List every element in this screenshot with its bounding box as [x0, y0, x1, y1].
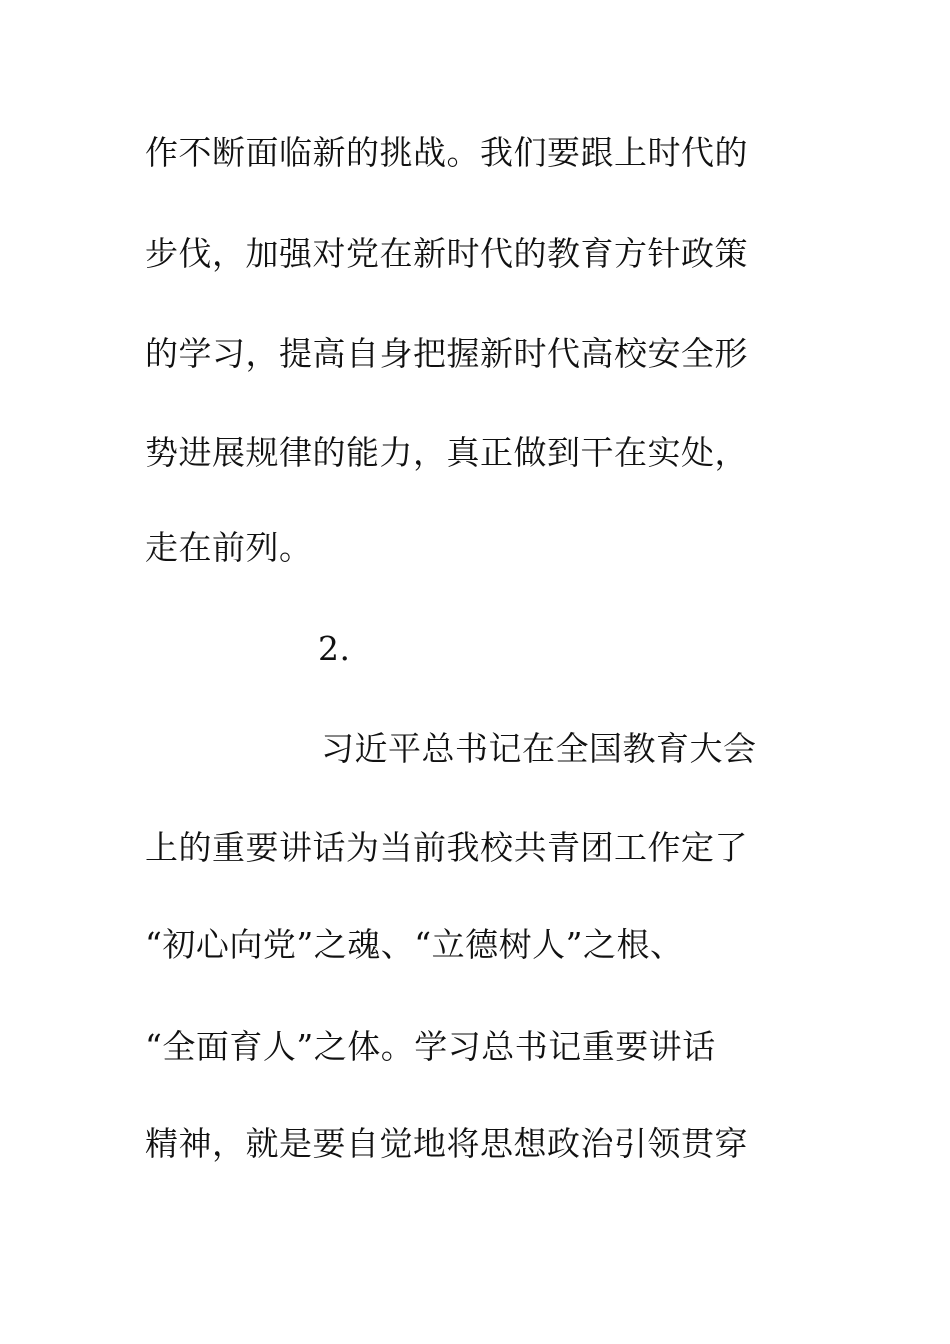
- paragraph-1-line-5: 走在前列。: [145, 528, 313, 567]
- paragraph-2-line-5: 精神，就是要自觉地将思想政治引领贯穿: [145, 1124, 748, 1163]
- section-number: 2.: [318, 629, 351, 668]
- paragraph-1-line-1: 作不断面临新的挑战。我们要跟上时代的: [145, 133, 748, 172]
- paragraph-1-line-2: 步伐，加强对党在新时代的教育方针政策: [145, 234, 748, 273]
- paragraph-1-line-4: 势进展规律的能力，真正做到干在实处，: [145, 433, 748, 472]
- paragraph-2-line-3: “初心向党”之魂、“立德树人”之根、: [145, 925, 684, 964]
- paragraph-2-line-4: “全面育人”之体。学习总书记重要讲话: [145, 1027, 716, 1066]
- paragraph-2-line-1: 习近平总书记在全国教育大会: [321, 729, 757, 768]
- paragraph-2-line-2: 上的重要讲话为当前我校共青团工作定了: [145, 828, 748, 867]
- paragraph-1-line-3: 的学习，提高自身把握新时代高校安全形: [145, 334, 748, 373]
